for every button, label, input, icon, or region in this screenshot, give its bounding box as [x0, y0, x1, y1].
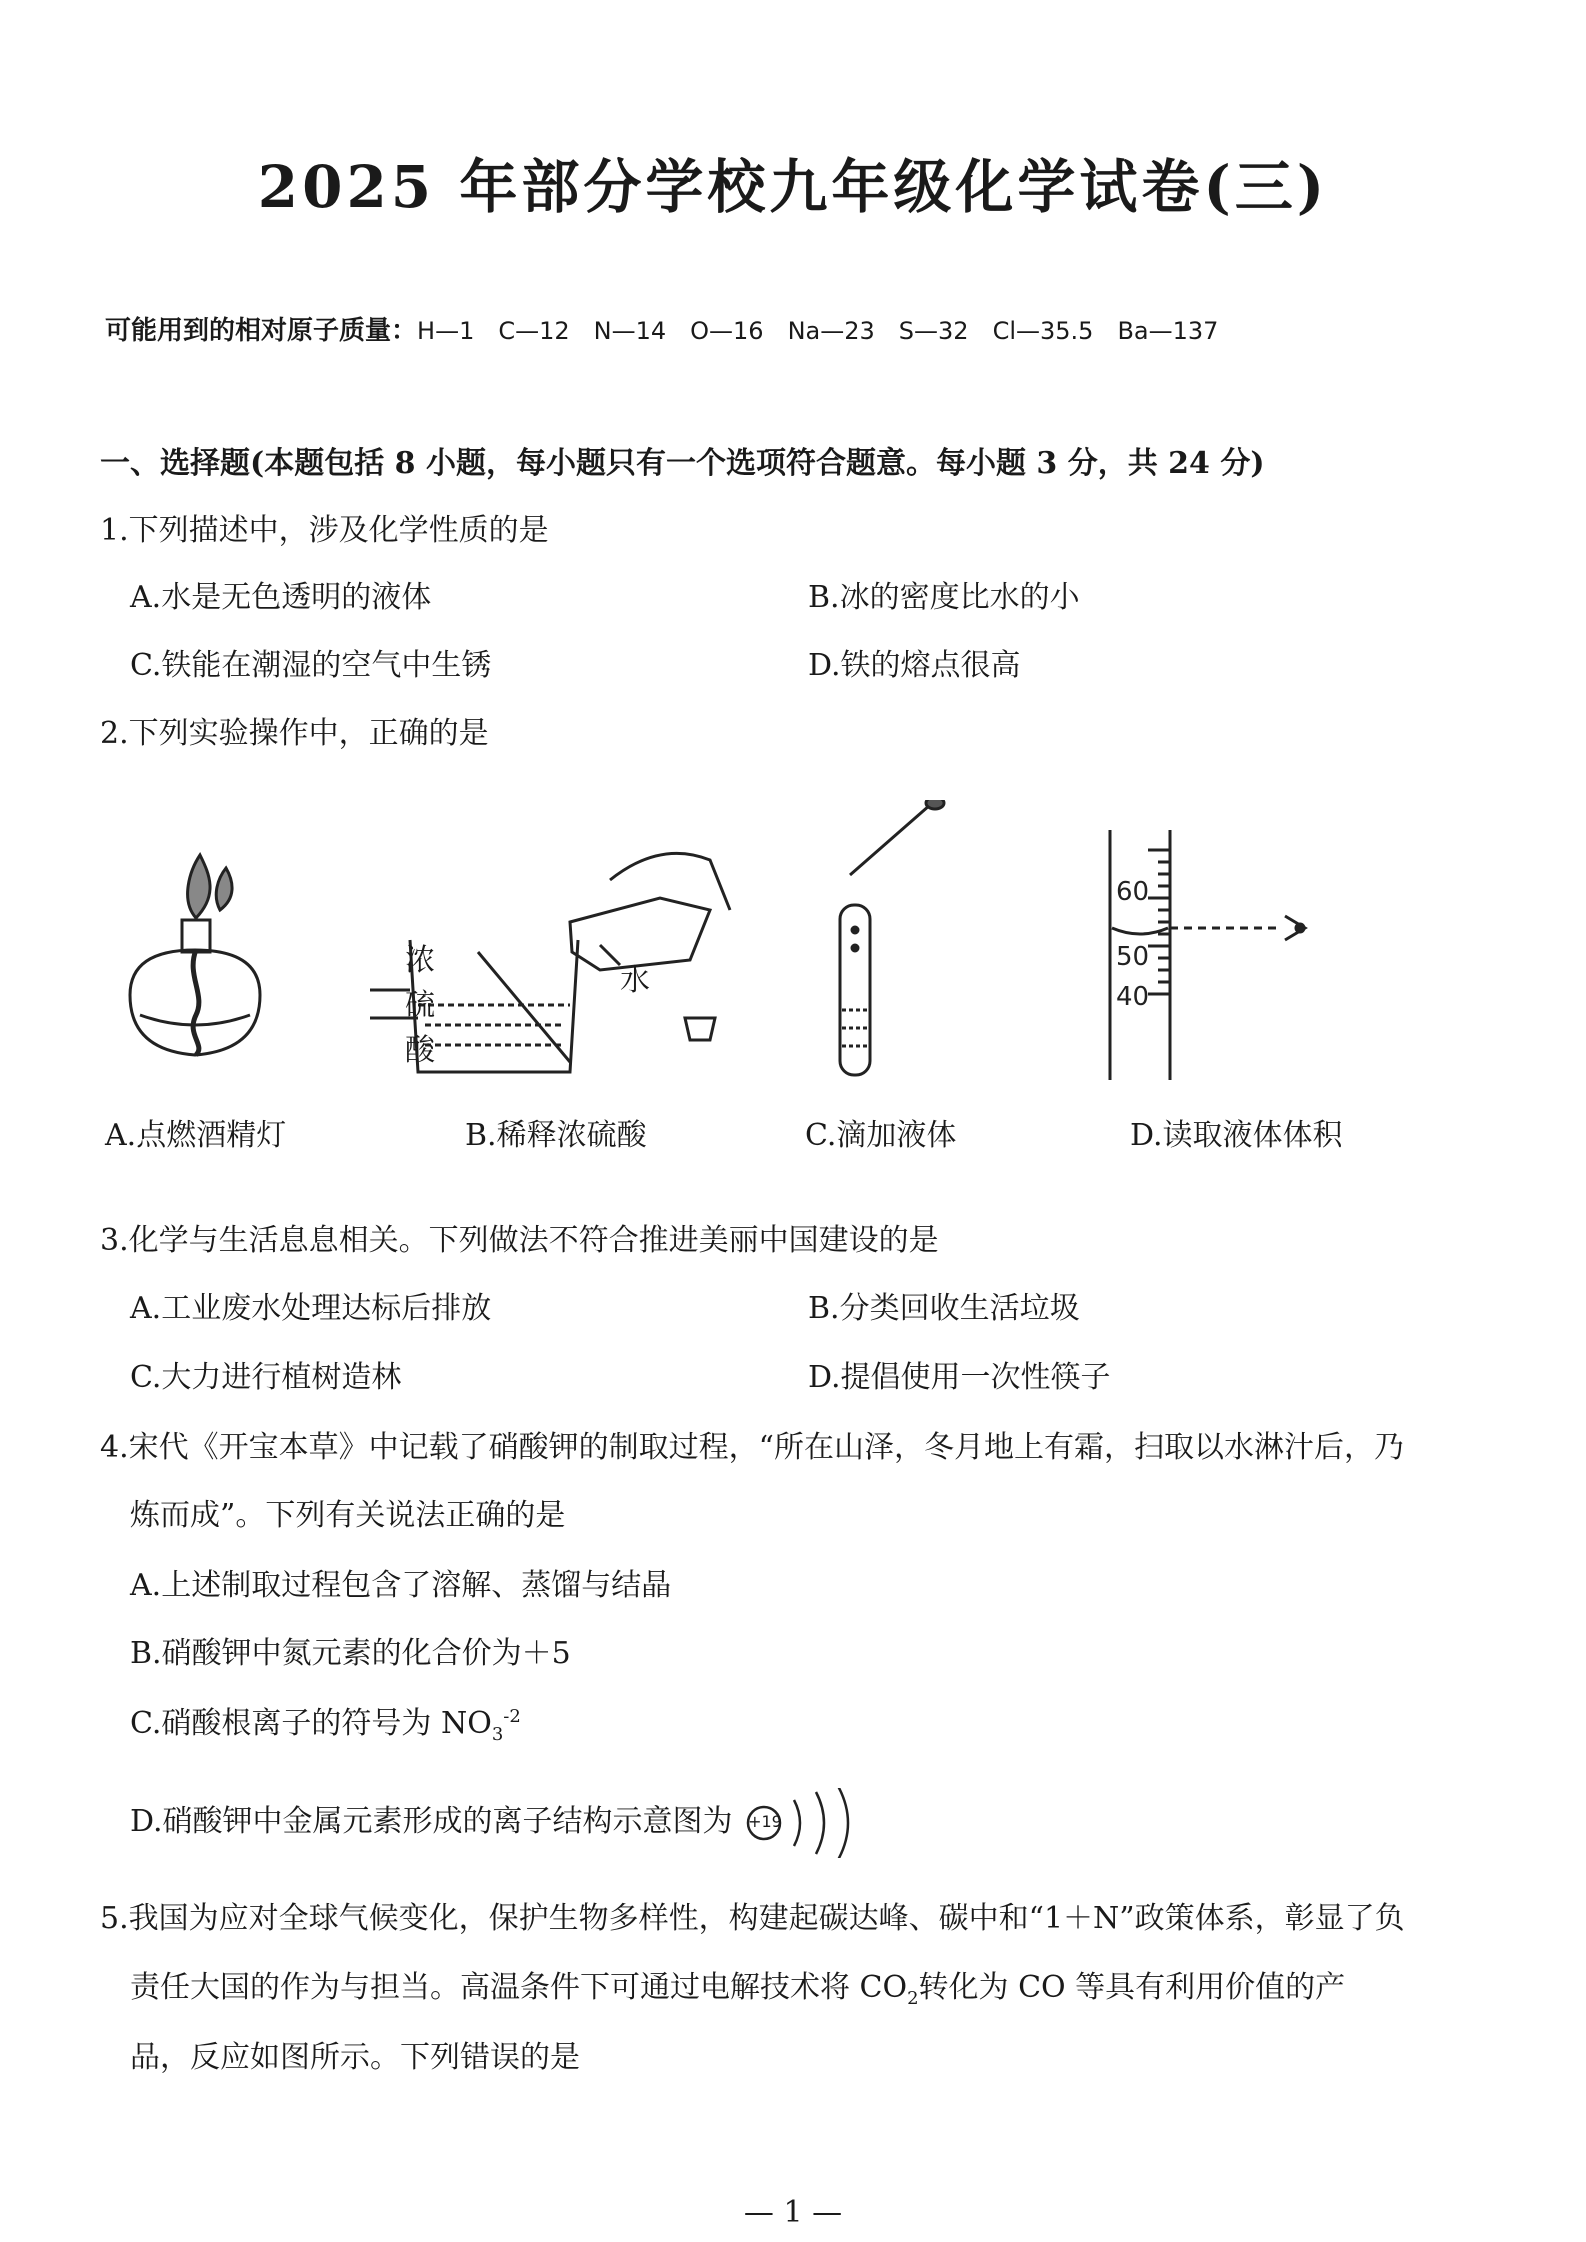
atomic-mass: N—14 [593, 317, 667, 345]
co2-subscript: 2 [907, 1988, 919, 2009]
question-2-option-d: D.读取液体体积 [1130, 1118, 1343, 1153]
question-4-option-a: A.上述制取过程包含了溶解、蒸馏与结晶 [130, 1568, 672, 1603]
question-2-stem: 2.下列实验操作中，正确的是 [100, 716, 489, 751]
question-4-option-d-text: D.硝酸钾中金属元素形成的离子结构示意图为 [130, 1804, 733, 1839]
question-1-option-d: D.铁的熔点很高 [808, 648, 1021, 683]
atomic-mass: C—12 [498, 317, 570, 345]
question-5-stem-line-1: 5.我国为应对全球气候变化，保护生物多样性，构建起碳达峰、碳中和“1＋N”政策体系，彰显了负 [100, 1901, 1405, 1936]
question-4-stem-line-2: 炼而成”。下列有关说法正确的是 [130, 1498, 566, 1533]
question-5-stem-line-2b: 转化为 CO 等具有利用价值的产 [918, 1970, 1346, 2005]
section-heading: 一、选择题(本题包括 8 小题，每小题只有一个选项符合题意。每小题 3 分，共 24 分) [100, 446, 1265, 481]
question-5-stem-line-2a: 责任大国的作为与担当。高温条件下可通过电解技术将 CO [130, 1970, 908, 2005]
question-1-stem: 1.下列描述中，涉及化学性质的是 [100, 513, 549, 548]
question-2-option-c: C.滴加液体 [805, 1118, 957, 1153]
question-4-stem-line-1: 4.宋代《开宝本草》中记载了硝酸钾的制取过程，“所在山泽，冬月地上有霜，扫取以水淋汁后，乃 [100, 1430, 1404, 1465]
atomic-mass: Na—23 [787, 317, 875, 345]
label-acid-3: 酸 [405, 1033, 435, 1068]
label-acid-2: 硫 [405, 988, 435, 1023]
question-1-option-b: B.冰的密度比水的小 [808, 580, 1080, 615]
atomic-mass: Ba—137 [1117, 317, 1219, 345]
question-2-figures [100, 800, 1400, 1100]
label-water: 水 [620, 963, 650, 998]
question-2-option-b: B.稀释浓硫酸 [465, 1118, 647, 1153]
atomic-mass: Cl—35.5 [992, 317, 1094, 345]
atomic-masses [105, 310, 1242, 347]
dropper-figure [840, 800, 944, 1075]
question-4-option-c [130, 1698, 521, 1745]
question-4-option-c-text: C.硝酸根离子的符号为 NO [130, 1706, 492, 1741]
ion-structure-diagram [742, 1788, 882, 1858]
question-3-option-b: B.分类回收生活垃圾 [808, 1291, 1080, 1326]
atomic-mass: S—32 [898, 317, 969, 345]
question-1-option-a: A.水是无色透明的液体 [130, 580, 432, 615]
question-3-option-c: C.大力进行植树造林 [130, 1360, 402, 1395]
nitrate-subscript: 3 [491, 1724, 504, 1745]
question-3-option-d: D.提倡使用一次性筷子 [808, 1360, 1111, 1395]
label-acid-1: 浓 [405, 943, 435, 978]
question-4-option-b: B.硝酸钾中氮元素的化合价为＋5 [130, 1636, 571, 1671]
nitrate-superscript: -2 [503, 1706, 521, 1727]
cylinder-label-60: 60 [1116, 877, 1150, 907]
cylinder-label-40: 40 [1116, 982, 1150, 1012]
question-3-option-a: A.工业废水处理达标后排放 [130, 1291, 492, 1326]
question-2-option-a: A.点燃酒精灯 [105, 1118, 287, 1153]
atomic-masses-label: 可能用到的相对原子质量： [105, 316, 418, 346]
atomic-mass: H—1 [417, 317, 475, 345]
cylinder-label-50: 50 [1116, 942, 1150, 972]
alcohol-lamp-figure [130, 855, 260, 1055]
question-4-option-d [130, 1788, 882, 1858]
atomic-mass: O—16 [690, 317, 764, 345]
question-5-stem-line-3: 品，反应如图所示。下列错误的是 [130, 2040, 580, 2075]
page-number: — 1 — [743, 2195, 843, 2230]
ion-nucleus-label: +19 [748, 1812, 782, 1831]
question-5-stem-line-2 [130, 1962, 1345, 2009]
question-3-stem: 3.化学与生活息息相关。下列做法不符合推进美丽中国建设的是 [100, 1223, 939, 1258]
page-title: 2025 年部分学校九年级化学试卷(三) [257, 153, 1329, 221]
question-1-option-c: C.铁能在潮湿的空气中生锈 [130, 648, 492, 683]
